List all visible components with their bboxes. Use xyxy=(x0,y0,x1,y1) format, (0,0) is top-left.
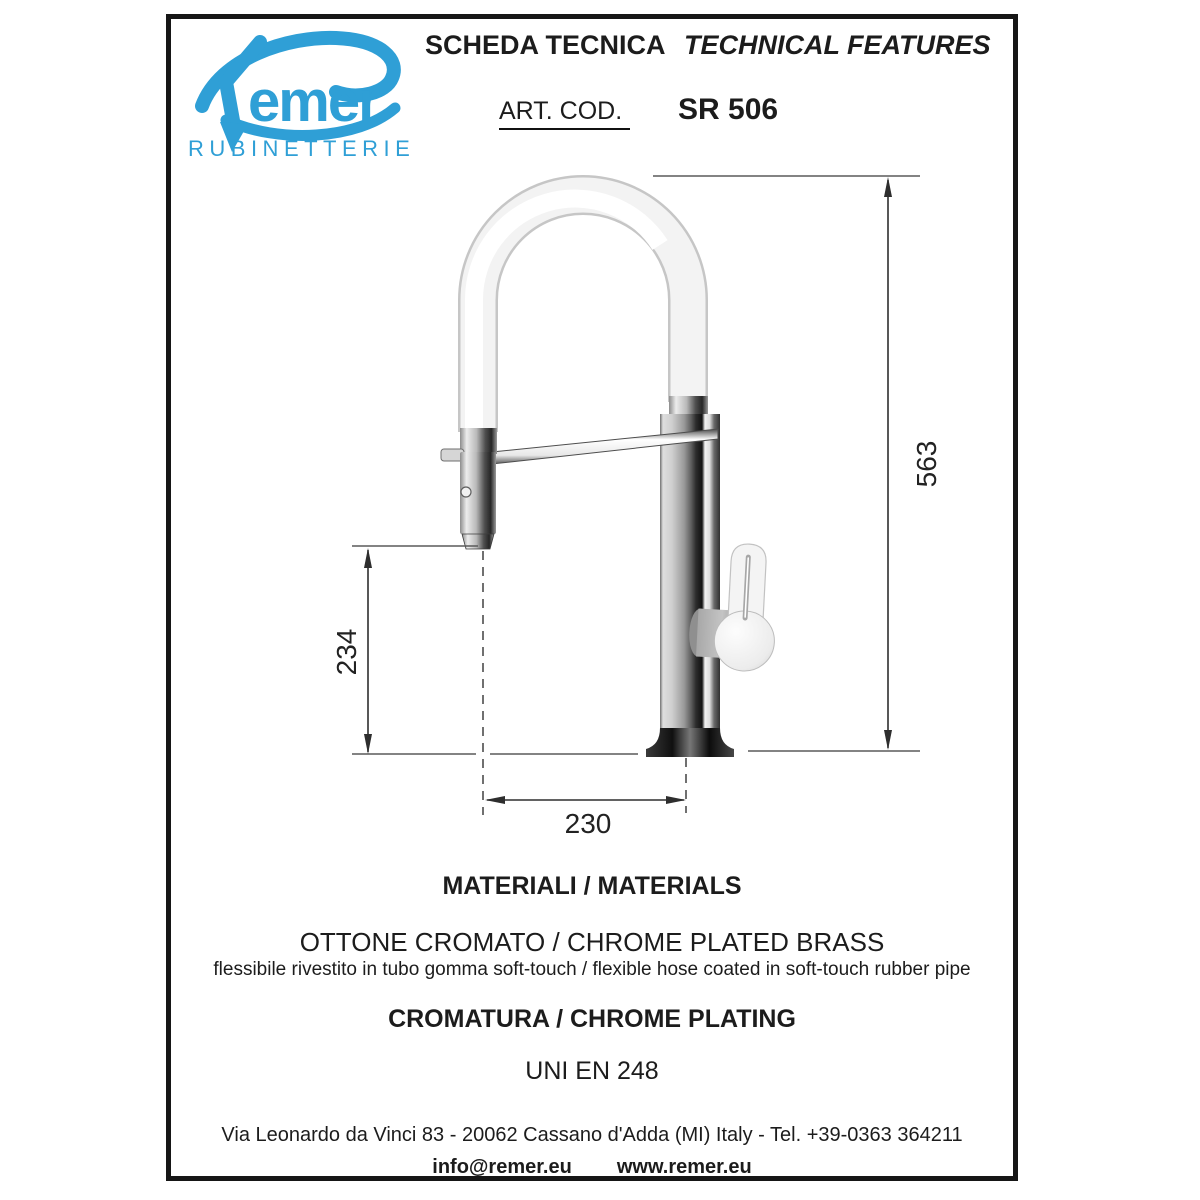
materials-heading: MATERIALI / MATERIALS xyxy=(442,872,742,900)
standard-reference: UNI EN 248 xyxy=(525,1057,659,1085)
footer-website: www.remer.eu xyxy=(616,1156,752,1178)
dimension-label-spout-reach: 230 xyxy=(564,808,612,835)
remer-logo xyxy=(186,20,416,162)
drawing-dashed-lines xyxy=(483,551,686,815)
materials-material-line: OTTONE CROMATO / CHROME PLATED BRASS xyxy=(299,927,885,957)
dimension-height-563 xyxy=(884,177,942,750)
page-title-english: TECHNICAL FEATURES xyxy=(684,30,991,60)
article-code-label: ART. COD. xyxy=(499,97,630,130)
technical-drawing xyxy=(320,165,950,835)
logo-brand-text: emer xyxy=(248,69,379,134)
materials-hose-line: flessibile rivestito in tubo gomma soft-touch / flexible hose coated in soft-touch rubber pipe xyxy=(213,959,971,980)
dimension-label-spout-clearance: 234 xyxy=(331,628,362,676)
faucet-hose-arch xyxy=(474,195,688,432)
logo-subtitle-text: RUBINETTERIE xyxy=(188,136,416,161)
faucet-spray-head xyxy=(441,428,497,549)
dimension-reach-230 xyxy=(485,796,686,835)
footer-address: Via Leonardo da Vinci 83 - 20062 Cassano d'Adda (MI) Italy - Tel. +39-0363 364211 xyxy=(221,1124,963,1146)
footer-links xyxy=(166,1156,1018,1179)
spray-head-button xyxy=(461,487,471,497)
drawing-guide-lines xyxy=(352,176,920,754)
faucet-body xyxy=(646,414,734,757)
footer-email: info@remer.eu xyxy=(432,1156,572,1178)
article-code-value: SR 506 xyxy=(678,93,779,126)
plating-heading: CROMATURA / CHROME PLATING xyxy=(388,1005,796,1033)
faucet-base xyxy=(646,728,734,757)
page-title-italian: SCHEDA TECNICA xyxy=(425,30,666,60)
dimension-clearance-234 xyxy=(331,548,372,754)
dimension-label-total-height: 563 xyxy=(911,440,942,488)
